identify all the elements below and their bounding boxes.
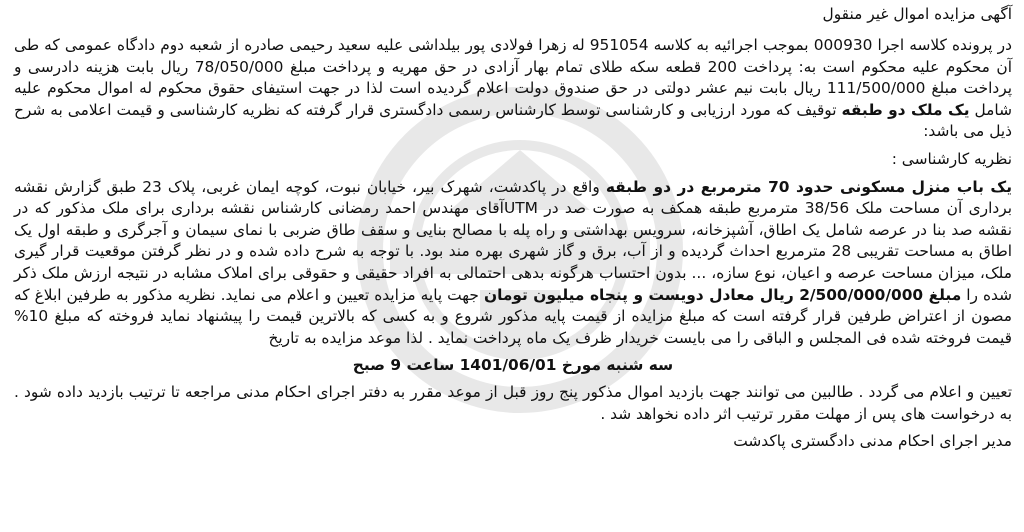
auction-date: سه شنبه مورخ 1401/06/01 ساعت 9 صبح [352, 356, 674, 375]
price-bold-text: مبلغ 2/500/000/000 ریال معادل دویست و پنجاه میلیون تومان [483, 285, 962, 304]
intro-paragraph [14, 35, 1012, 143]
notice-title: آگهی مزایده اموال غیر منقول [822, 5, 1012, 23]
property-description-paragraph [14, 177, 1012, 350]
intro-end-text: توقیف که مورد ارزیابی و کارشناسی توسط کارشناس رسمی دادگستری قرار گرفته که نظریه کارشناسی و قیمت اعلامی به شرح ذیل می باشد: [14, 100, 1012, 141]
property-text: واقع در پاکدشت، شهرک بیر، خیابان نبوت، کوچه ایمان غربی، پلاک 23 طبق گزارش نقشه برداری آن مساحت ملک 38/56 مترمربع طبقه همکف به صورت صد در UTMآقای مهندس احمد رمضانی کارشناس نقشه برداری برای ملک مذکور که در نقشه صد بنا در عرصه شامل یک اطاق، آشپزخانه، سرویس بهداشتی و راه پله با مصالح بنایی و سقف طاق ضربی با نمای سیمان و آجرگری و طبقه اول یک اطاق به مساحت تقریبی 28 مترمربع احداث گردیده و از آب، برق و گاز شهری بهره مند بود. با توجه به شرح داده شده و در نظر گرفتن موقعیت قرار گیری ملک، میزان مساحت عرصه و اعیان، نوع سازه، ... بدون احتساب هرگونه بدهی احتمالی به افراد حقیقی و حقوقی برای املاک مشابه در نتیجه ارزش ملک ذکر شده را [14, 177, 1013, 304]
intro-bold-text: یک ملک دو طبقه [841, 100, 970, 119]
intro-text: در پرونده کلاسه اجرا 000930 بموجب اجرائیه به کلاسه 951054 له زهرا فولادی پور بیلداشی علیه سعید رحیمی صادره از شعبه دوم دادگاه عمومی که طی آن محکوم علیه محکوم است به: پرداخت 200 قطعه سکه طلای تمام بهار آزادی در حق مهریه و پرداخت مبلغ 78/050/000 ریال بابت هزینه دادرسی و پرداخت مبلغ 111/500/000 ریال بابت نیم عشر دولتی در حق صندوق دولت اعلام گردیده است لذا در جهت استیفای حقوق محکوم له اموال محکوم علیه شامل [14, 36, 1012, 119]
closing-paragraph: تعیین و اعلام می گردد . طالبین می توانند جهت بازدید اموال مذکور پنج روز قبل از موعد مقرر به دفتر اجرای احکام مدنی مراجعه تا ترتیب بازدید داده شود . به درخواست های پس از مهلت مقرر ترتیب اثر داده نخواهد شد . [14, 382, 1012, 423]
property-bold-text: یک باب منزل مسکونی حدود 70 مترمربع در دو طبقه [605, 177, 1012, 196]
expert-opinion-heading: نظریه کارشناسی : [891, 149, 1012, 168]
notice-content [14, 4, 1012, 453]
terms-text: جهت پایه مزایده تعیین و اعلام می نماید. نظریه مذکور به طرفین ابلاغ که مصون از اعتراض طرفین قرار گرفته است که مبلغ مزایده از قیمت پایه مذکور شروع و به کسی که بالاترین قیمت را پیشنهاد نماید فروخته که مبلغ 10% قیمت فروخته شده فی المجلس و الباقی را می بایست خریدار ظرف یک ماه پرداخت نماید . لذا موعد مزایده به تاریخ [14, 285, 1012, 347]
signature-line: مدیر اجرای احکام مدنی دادگستری پاکدشت [733, 432, 1012, 451]
